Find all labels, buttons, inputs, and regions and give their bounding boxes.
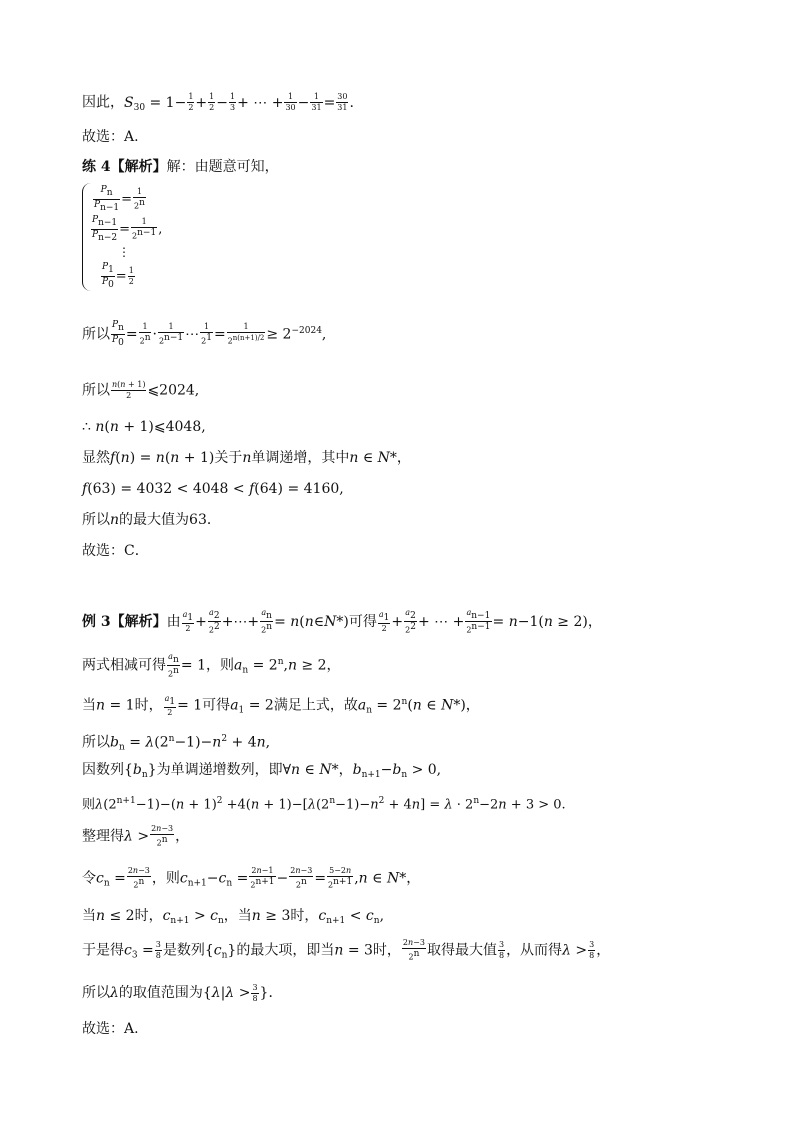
choice-answer-3: 故选：A. bbox=[82, 1021, 139, 1037]
s30-formula: $S_{30} = 1-$ $\frac{1}{2}$ + $\frac{1}{2}$ − $\frac{1}{3}$ + ⋯ + $\frac{1}{30}$ − $\frac{1}{31}$ = $\frac{30}{31}$ . bbox=[124, 92, 354, 113]
li3-line-4: 所以$b_n = \lambda(2^n-1)-n^2 + 4n$, bbox=[82, 734, 271, 753]
li3-line-1: 例 3【解析】由 $\frac{a_1}{2}$ + $\frac{a_2}{2^2}$ +⋯+ $\frac{a_n}{2^n}$ = n(n∈N*)可得 $\frac{a_1}{2}$ + $\frac{a_2}{2^2}$ + ⋯ + $\frac{a_{n-1}}{2^{n-1}}$ = n−1(n ≥ 2)， bbox=[82, 608, 602, 635]
li3-line-10: 于是得$c_3$ = $\frac{3}{8}$ 是数列$\{c_n\}$的最大项，即当n = 3时， $\frac{2n-3}{2^n}$ 取得最大值 $\frac{3}{8}$ ，从而得λ > $\frac{3}{8}$ ， bbox=[82, 938, 611, 962]
system-eq-2: $\frac{P_{n-1}}{P_{n-2}}$ = $\frac{1}{2^{n-1}}$ , bbox=[92, 215, 163, 243]
choice-answer-2: 故选：C． bbox=[82, 543, 149, 559]
system-ellipsis: ⋮ bbox=[118, 245, 130, 259]
s30-conclusion bbox=[82, 92, 354, 118]
lian4-step-3: ∴ n(n + 1)⩽4048, bbox=[82, 419, 206, 435]
li3-line-9: 当n ≤ 2时，$c_{n+1} > c_n$，当n ≥ 3时，$c_{n+1} < c_n$, bbox=[82, 908, 385, 926]
section-label: 练 4【解析】 bbox=[82, 159, 167, 175]
section-intro: 解：由题意可知， bbox=[166, 159, 279, 175]
li3-line-3: 当n = 1时， $\frac{a_1}{2}$ = 1可得$a_1 = 2$满足上式，故$a_n = 2^n(n$ ∈ N*)， bbox=[82, 693, 480, 717]
lian4-step-1: 所以 $\frac{P_n}{P_0}$ = $\frac{1}{2^n}$ · $\frac{1}{2^{n-1}}$ ⋯ $\frac{1}{2^1}$ = $\frac{1}{2^{n(n+1)/2}}$ ≥ $2^{-2024}$, bbox=[82, 320, 327, 349]
lian4-step-4: 显然f(n) = n(n + 1)关于n单调递增，其中n ∈ N*， bbox=[82, 450, 411, 466]
li3-line-6: 则$\lambda(2^{n+1}-1)-(n + 1)^2 +4(n + 1)-[\lambda(2^n-1)-n^2 + 4n] = \lambda \cdot 2^n-2n + 3 > 0$. bbox=[82, 796, 566, 813]
system-eq-last: $\frac{P_1}{P_0}$ = $\frac{1}{2}$ bbox=[102, 262, 134, 290]
li3-line-8: 令$c_n$ = $\frac{2n-3}{2^n}$ ，则$c_{n+1}-c_n$ = $\frac{2n-1}{2^{n+1}}$ − $\frac{2n-3}{2^n}$ = $\frac{5-2n}{2^{n+1}}$ ,n ∈ N*， bbox=[82, 866, 421, 890]
li3-line-2: 两式相减可得 $\frac{a_n}{2^n}$ = 1，则$a_n = 2^n,n \ge 2$， bbox=[82, 651, 341, 679]
li3-line-5: 因数列$\{b_n\}$为单调递增数列，即∀n ∈ N*，$b_{n+1}-b_n > 0$, bbox=[82, 762, 442, 780]
section-label-li3: 例 3【解析】 bbox=[82, 613, 167, 630]
lian4-step-2: 所以 $\frac{n(n + 1)}{2}$ ⩽2024, bbox=[82, 380, 200, 400]
li3-line-7: 整理得λ > $\frac{2n-3}{2^n}$ ， bbox=[82, 824, 190, 848]
lian4-step-5: f(63) = 4032 < 4048 < f(64) = 4160, bbox=[82, 481, 344, 497]
lian4-step-6: 所以n的最大值为63． bbox=[82, 512, 221, 528]
li3-line-11: 所以λ的取值范围为{λ|λ > $\frac{3}{8}$ }． bbox=[82, 982, 283, 1003]
choice-answer-1: 故选：A. bbox=[82, 129, 139, 145]
system-eq-1: $\frac{P_n}{P_{n-1}}$ = $\frac{1}{2^n}$ bbox=[94, 185, 145, 213]
text-prefix: 因此， bbox=[82, 94, 124, 111]
lian4-heading bbox=[82, 157, 279, 177]
